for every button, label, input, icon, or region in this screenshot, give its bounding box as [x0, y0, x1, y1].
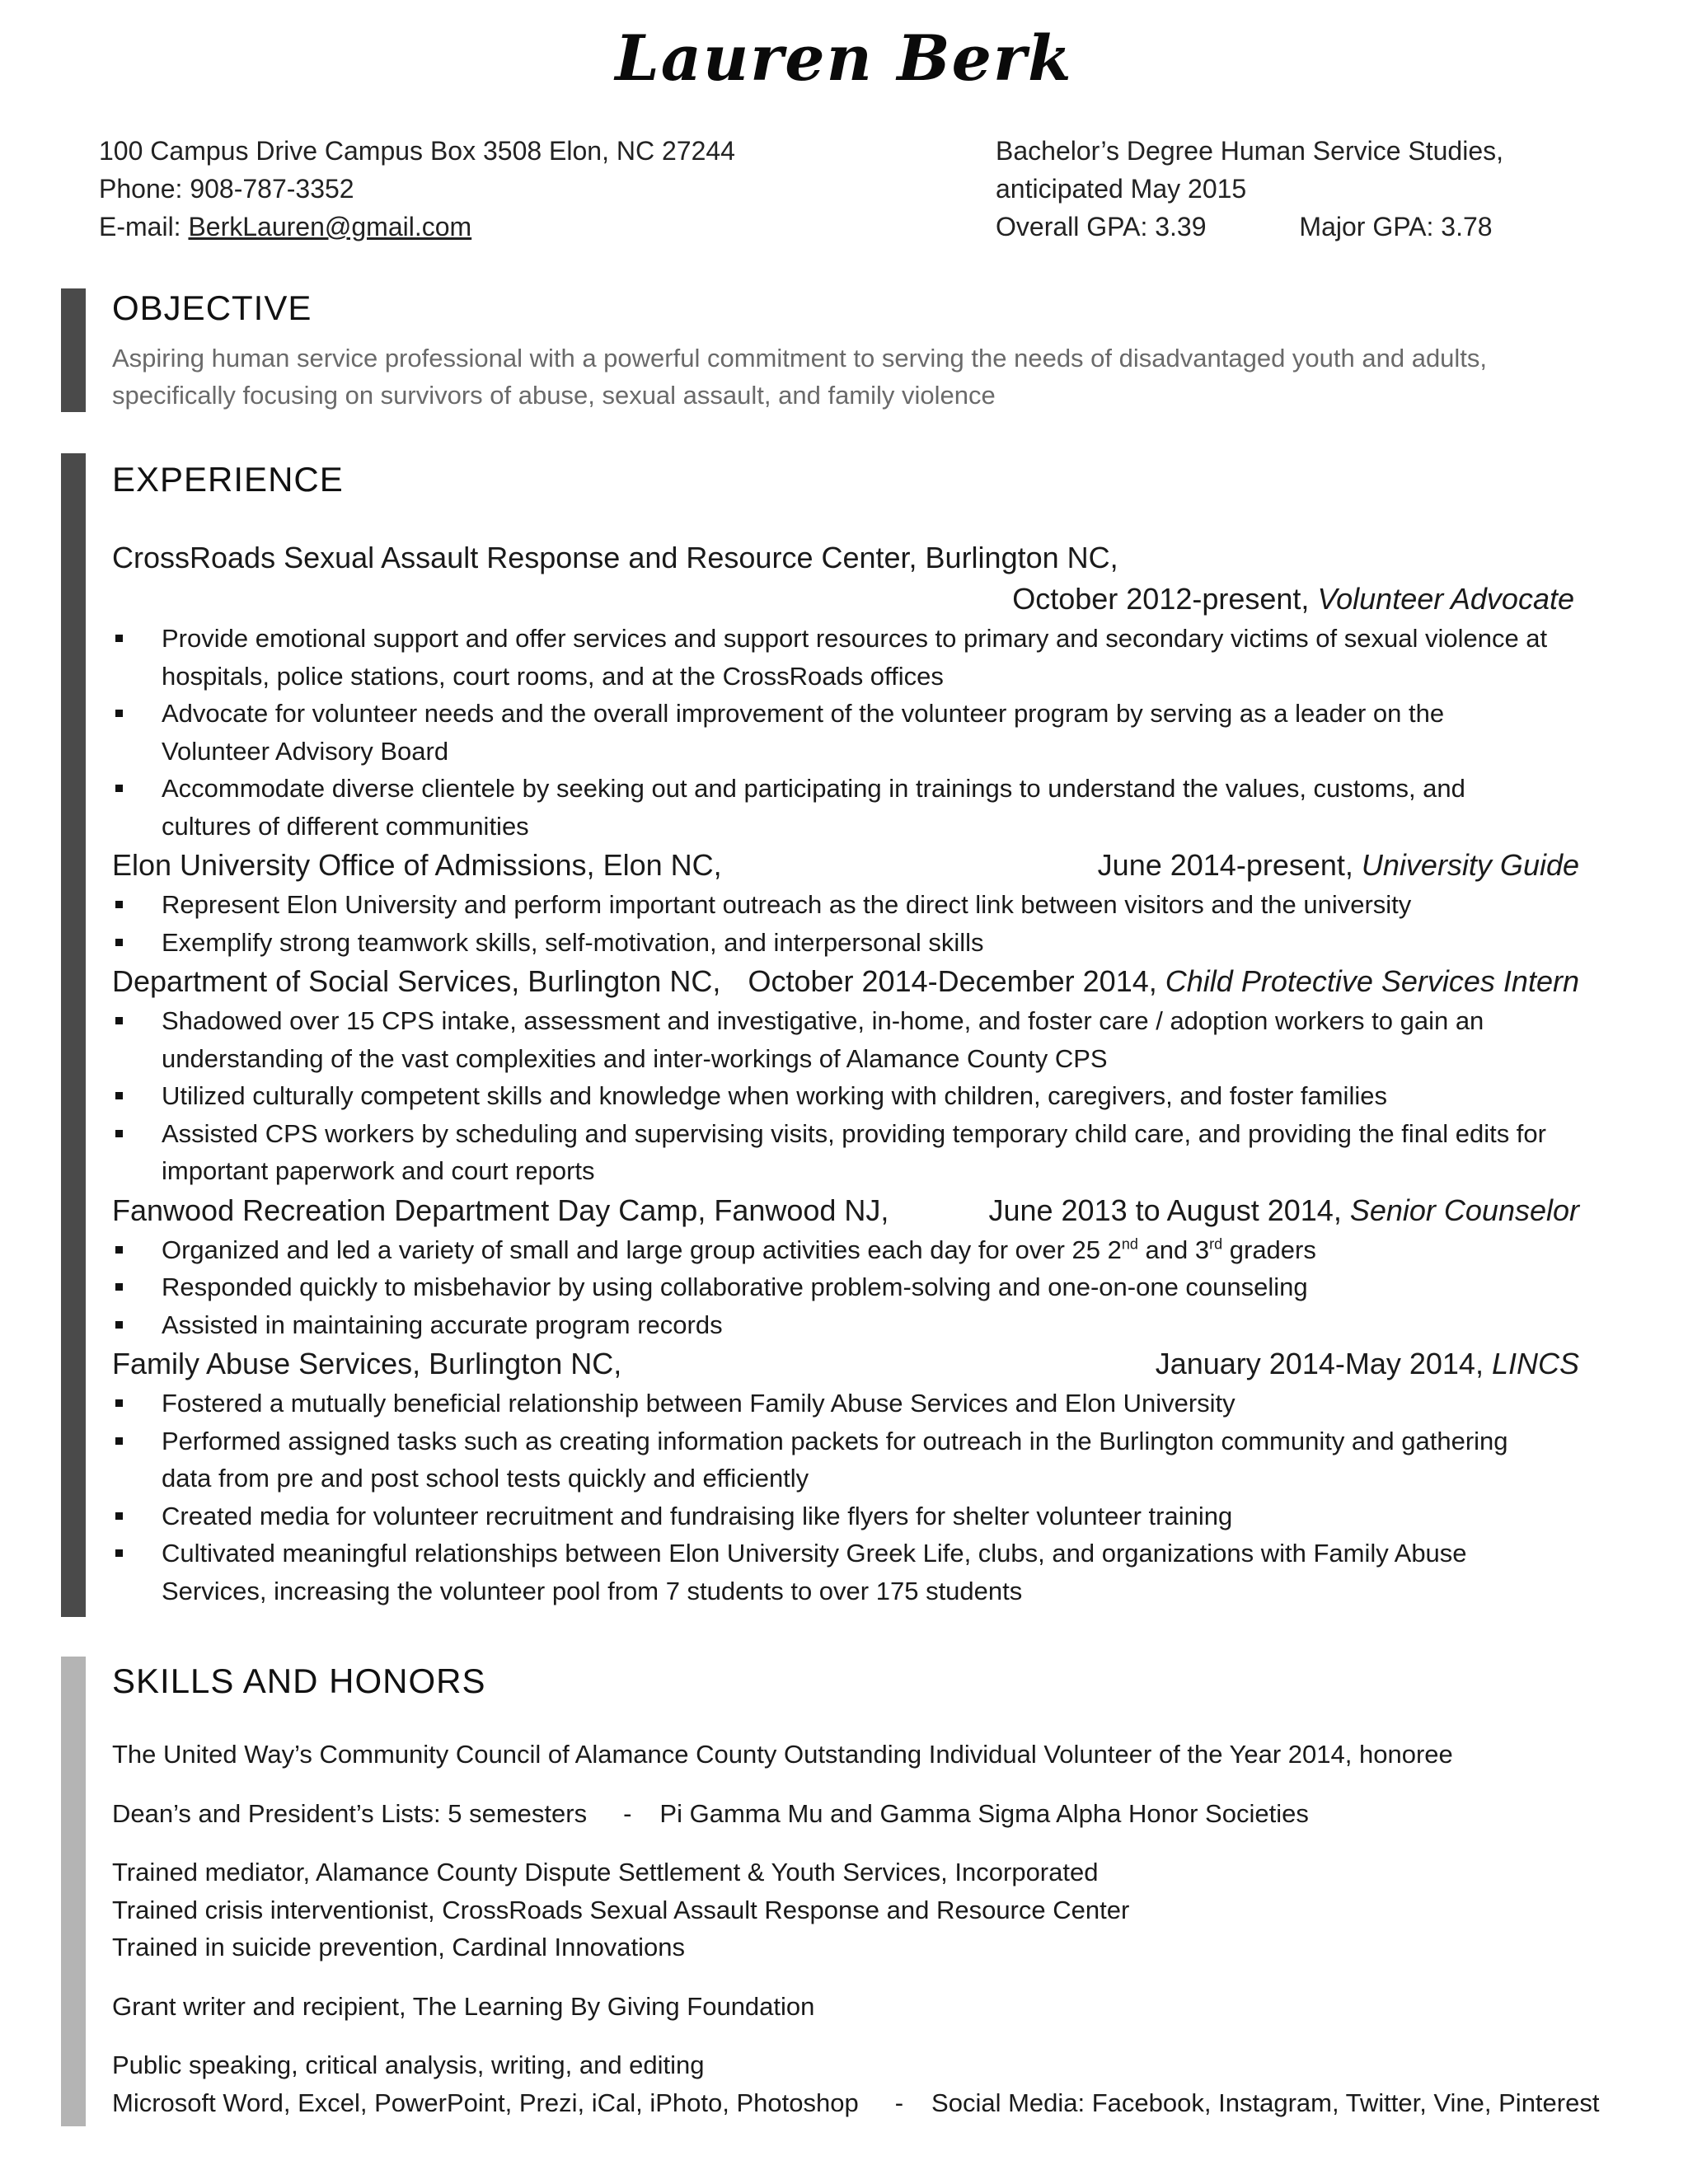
separator: - [623, 1798, 632, 1828]
job-bullets [112, 1231, 1579, 1344]
job-dates: October 2012-present, [1012, 582, 1310, 616]
experience-list [112, 537, 1579, 1610]
skills-accent-bar [61, 1657, 86, 2126]
skill-item [112, 1795, 1612, 1833]
job-dates: October 2014-December 2014, [748, 964, 1157, 998]
bullet-item: Provide emotional support and offer services and support resources to primary and secondary victims of sexual violence at hospitals, police stations, court rooms, and at the CrossRoads offices [112, 620, 1579, 695]
skill-item [112, 2084, 1612, 2122]
job-bullets [112, 1385, 1579, 1610]
email-label: E-mail: [99, 212, 181, 241]
bullet-item: Performed assigned tasks such as creating information packets for outreach in the Burlington community and gathering data from pre and post school tests quickly and efficiently [112, 1422, 1579, 1497]
skill-item: Trained mediator, Alamance County Dispute Settlement & Youth Services, Incorporated [112, 1858, 1099, 1886]
job-dates: January 2014-May 2014, [1155, 1347, 1484, 1380]
phone-label: Phone: [99, 174, 183, 204]
degree: Bachelor’s Degree Human Service Studies, [996, 136, 1504, 166]
experience-heading: EXPERIENCE [112, 460, 344, 499]
job-bullets [112, 1002, 1579, 1190]
skill-item: The United Way’s Community Council of Alamance County Outstanding Individual Volunteer of the Year 2014, honoree [112, 1740, 1453, 1769]
job-dates-role [112, 579, 1579, 620]
resume-name: Lauren Berk [615, 21, 1073, 95]
email-link[interactable]: BerkLauren@gmail.com [188, 212, 472, 241]
job-role: Senior Counselor [1349, 1193, 1579, 1227]
objective-line: Aspiring human service professional with a powerful commitment to serving the needs of disadvantaged youth and adults, [112, 344, 1488, 373]
objective-text [112, 340, 1563, 414]
bullet-item: Accommodate diverse clientele by seeking out and participating in trainings to understand the values, customs, and cultures of different communities [112, 770, 1579, 845]
skills-list [112, 1736, 1612, 2121]
phone-line [99, 170, 735, 208]
education-block [996, 132, 1503, 246]
job-role: University Guide [1361, 848, 1579, 882]
bullet-item: Cultivated meaningful relationships between Elon University Greek Life, clubs, and organizations with Family Abuse Services, increasing the volunteer pool from 7 students to over 175 students [112, 1535, 1579, 1610]
bullet-item: Organized and led a variety of small and large group activities each day for over 25 2nd and 3rd graders [112, 1231, 1579, 1269]
objective-accent-bar [61, 288, 86, 412]
job-entry [112, 961, 1579, 1002]
bullet-item: Responded quickly to misbehavior by using collaborative problem-solving and one-on-one counseling [112, 1268, 1579, 1306]
address: 100 Campus Drive Campus Box 3508 Elon, NC 27244 [99, 136, 735, 166]
bullet-item: Created media for volunteer recruitment and fundraising like flyers for shelter volunteer training [112, 1497, 1579, 1535]
experience-accent-bar [61, 453, 86, 1617]
overall-gpa: Overall GPA: 3.39 [996, 212, 1207, 241]
phone-number: 908-787-3352 [190, 174, 354, 204]
bullet-item: Assisted CPS workers by scheduling and supervising visits, providing temporary child care, and providing the final edits for important paperwork and court reports [112, 1115, 1579, 1190]
job-dates: June 2014-present, [1097, 848, 1353, 882]
job-entry [112, 845, 1579, 886]
job-dates-role [988, 1190, 1579, 1231]
job-org: Department of Social Services, Burlington NC, [112, 964, 721, 998]
email-line [99, 208, 735, 246]
job-bullets [112, 620, 1579, 845]
skill-item: Public speaking, critical analysis, writing, and editing [112, 2050, 705, 2079]
job-dates-role [748, 961, 1579, 1002]
job-org: Elon University Office of Admissions, Elon NC, [112, 848, 722, 882]
bullet-item: Represent Elon University and perform important outreach as the direct link between visitors and the university [112, 886, 1579, 924]
software-skills: Microsoft Word, Excel, PowerPoint, Prezi, iCal, iPhoto, Photoshop [112, 2088, 859, 2117]
bullet-item: Shadowed over 15 CPS intake, assessment and investigative, in-home, and foster care / adoption workers to gain an understanding of the vast complexities and inter-workings of Alamance County CPS [112, 1002, 1579, 1077]
bullet-item: Fostered a mutually beneficial relationship between Family Abuse Services and Elon University [112, 1385, 1579, 1422]
bullet-item: Utilized culturally competent skills and knowledge when working with children, caregivers, and foster families [112, 1077, 1579, 1115]
job-bullets [112, 886, 1579, 961]
job-entry [112, 1343, 1579, 1385]
bullet-item: Assisted in maintaining accurate program records [112, 1306, 1579, 1344]
objective-heading: OBJECTIVE [112, 288, 312, 327]
job-role: Child Protective Services Intern [1165, 964, 1579, 998]
separator: - [894, 2088, 904, 2117]
skill-item: Trained in suicide prevention, Cardinal Innovations [112, 1933, 686, 1961]
job-entry [112, 537, 1579, 620]
skill-item: Trained crisis interventionist, CrossRoads Sexual Assault Response and Resource Center [112, 1895, 1130, 1924]
honor-societies: Pi Gamma Mu and Gamma Sigma Alpha Honor Societies [659, 1798, 1309, 1828]
social-media-skills: Social Media: Facebook, Instagram, Twitter, Vine, Pinterest [931, 2088, 1600, 2117]
job-dates-role [1156, 1343, 1579, 1385]
gpa-line [996, 208, 1503, 246]
job-org: CrossRoads Sexual Assault Response and Resource Center, Burlington NC, [112, 541, 1118, 574]
job-dates-role [1098, 845, 1579, 886]
skills-heading: SKILLS AND HONORS [112, 1661, 486, 1700]
objective-line: specifically focusing on survivors of abuse, sexual assault, and family violence [112, 381, 996, 410]
job-role: LINCS [1491, 1347, 1579, 1380]
job-entry [112, 1190, 1579, 1231]
bullet-item: Exemplify strong teamwork skills, self-motivation, and interpersonal skills [112, 924, 1579, 962]
major-gpa: Major GPA: 3.78 [1299, 212, 1493, 241]
job-dates: June 2013 to August 2014, [988, 1193, 1342, 1227]
anticipated-date: anticipated May 2015 [996, 174, 1247, 204]
deans-list: Dean’s and President’s Lists: 5 semesters [112, 1798, 588, 1828]
job-org: Fanwood Recreation Department Day Camp, Fanwood NJ, [112, 1193, 889, 1227]
job-org: Family Abuse Services, Burlington NC, [112, 1347, 622, 1380]
skill-item: Grant writer and recipient, The Learning By Giving Foundation [112, 1991, 815, 2021]
job-role: Volunteer Advocate [1317, 582, 1574, 616]
contact-block [99, 132, 735, 246]
bullet-item: Advocate for volunteer needs and the overall improvement of the volunteer program by serving as a leader on the Volunteer Advisory Board [112, 695, 1579, 770]
